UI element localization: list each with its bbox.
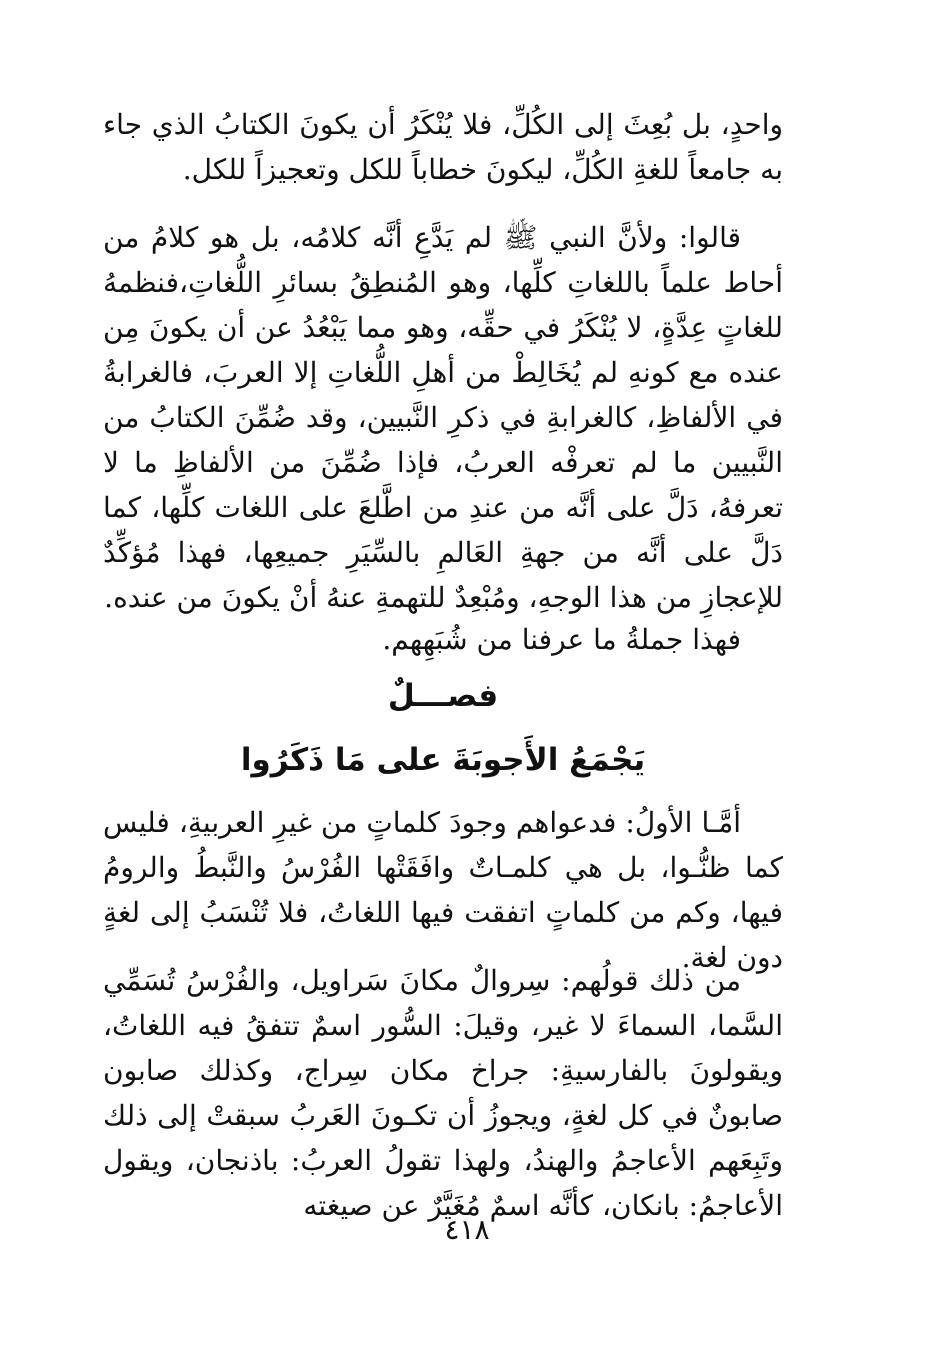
paragraph-summary	[103, 617, 783, 662]
paragraph-examples	[103, 958, 783, 1228]
paragraph-text: أمَّـا الأولُ: فدعواهم وجودَ كلماتٍ من غيرِ العربيةِ، فليس كما ظنُّـوا، بل هي كلمـاتٌ وافَقَتْها الفُرْسُ والنَّبطُ والرومُ فيها، وكم من كلماتٍ اتفقت فيها اللغاتُ، فلا تُنْسَبُ إلى لغةٍ دون لغة.	[103, 806, 783, 974]
paragraph-text: من ذلك قولُهم: سِروالٌ مكانَ سَراويل، والفُرْسُ تُسَمِّي السَّما، السماءَ لا غير، وقيلَ: السُّور اسمٌ تتفقُ فيه اللغاتُ، ويقولونَ بالفارسيةِ: جراخ مكان سِراج، وكذلك صابون صابونٌ في كل لغةٍ، ويجوزُ أن تكـونَ العَربُ سبقتْ إلى ذلك وتَبِعَهم الأعاجمُ والهندُ، ولهذا تقولُ العربُ: باذنجان، ويقول الأعاجمُ: بانكان، كأنَّه اسمٌ مُغَيَّرٌ عن صيغته	[103, 964, 783, 1222]
paragraph-objection	[103, 215, 783, 620]
section-heading: فصـــلٌ	[387, 678, 499, 714]
paragraph-text: فهذا جملةُ ما عرفنا من شُبَهِهم.	[382, 623, 741, 656]
paragraph-text: واحدٍ، بل بُعِثَ إلى الكُلِّ، فلا يُنْكَرُ أن يكونَ الكتابُ الذي جاء به جامعاً للغةِ الكُلِّ، ليكونَ خطاباً للكل وتعجيزاً للكل.	[103, 108, 783, 186]
paragraph-first-answer	[103, 800, 783, 980]
page-number: ٤١٨	[444, 1213, 490, 1246]
paragraph-continuation	[103, 102, 783, 192]
paragraph-text: قالوا: ولأنَّ النبي ﷺ لم يَدَّعِ أنَّه كلامُه، بل هو كلامُ من أحاط علماً باللغاتِ كلِّها، وهو المُنطِقُ بسائرِ اللُّغاتِ،فنظمهُ للغاتٍ عِدَّةٍ، لا يُنْكَرُ في حقِّه، وهو مما يَبْعُدُ عن أن يكونَ مِن عنده مع كونهِ لم يُخَالِطْ من أهلِ اللُّغاتِ إلا العربَ، فالغرابةُ في الألفاظِ، كالغرابةِ في ذكرِ النَّبيين، وقد ضُمِّنَ الكتابُ من النَّبيين ما لم تعرفْه العربُ، فإذا ضُمِّنَ من الألفاظِ ما لا تعرفهُ، دَلَّ على أنَّه من عندِ من اطَّلعَ على اللغات كلِّها، كما دَلَّ على أنَّه من جهةِ العَالمِ بالسِّيَرِ جميعِها، فهذا مُؤكِّدٌ للإعجازِ من هذا الوجهِ، ومُبْعِدٌ للتهمةِ عنهُ أنْ يكونَ من عنده.	[103, 221, 783, 614]
section-subheading: يَجْمَعُ الأَجوبَةَ على مَا ذَكَرُوا	[240, 742, 646, 778]
